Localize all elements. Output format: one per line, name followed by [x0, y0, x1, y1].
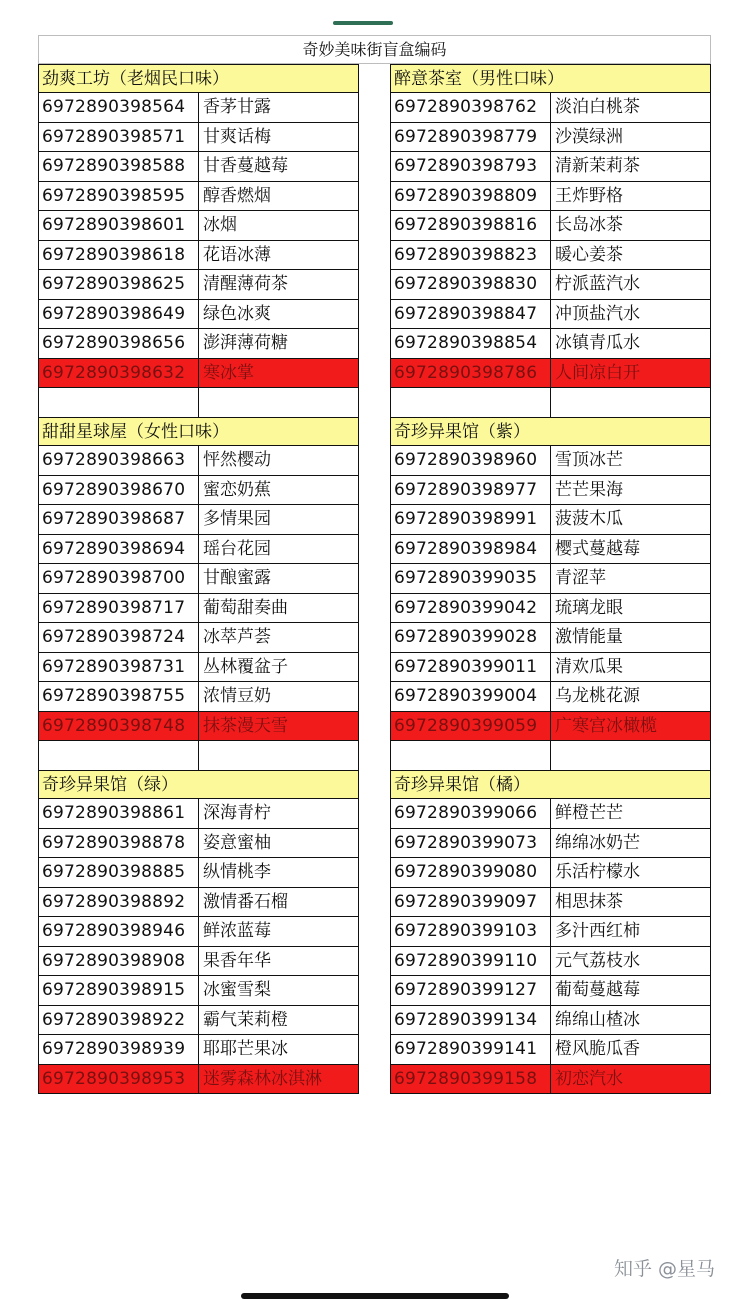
flavor-block [390, 64, 711, 418]
table-row [390, 123, 711, 153]
table-row [390, 888, 711, 918]
flavor-block [38, 64, 359, 418]
barcode-cell: 6972890398847 [391, 300, 551, 329]
flavor-name-cell: 鲜浓蓝莓 [203, 921, 271, 941]
barcode-cell: 6972890398786 [391, 359, 551, 388]
flavor-block [390, 417, 711, 771]
flavor-name-cell: 多汁西红柿 [555, 921, 640, 941]
flavor-name-cell: 霸气茉莉橙 [203, 1009, 288, 1030]
empty-row [38, 741, 359, 771]
table-row [38, 682, 359, 712]
empty-row [390, 388, 711, 418]
table-row [390, 858, 711, 888]
table-row [390, 300, 711, 330]
flavor-name-cell: 长岛冰茶 [555, 215, 623, 235]
barcode-cell: 6972890399028 [391, 623, 551, 652]
flavor-name-cell: 清欢瓜果 [555, 656, 623, 677]
barcode-cell: 6972890398885 [39, 858, 199, 887]
flavor-name-cell: 抹茶漫天雪 [203, 715, 288, 736]
table-row [38, 182, 359, 212]
table-row [38, 623, 359, 653]
flavor-name-cell: 多情果园 [203, 509, 271, 529]
flavor-name-cell: 广寒宫冰橄榄 [555, 715, 657, 736]
block-header: 奇珍异果馆（橘） [390, 770, 711, 799]
flavor-name-cell: 橙风脆瓜香 [555, 1039, 640, 1059]
flavor-name-cell: 绵绵冰奶芒 [555, 832, 640, 853]
table-row [390, 799, 711, 829]
table-row [390, 1006, 711, 1036]
flavor-name-cell: 耶耶芒果冰 [203, 1039, 288, 1059]
barcode-cell: 6972890398731 [39, 653, 199, 682]
block-header: 甜甜星球屋（女性口味） [38, 417, 359, 446]
empty-row [390, 741, 711, 771]
barcode-cell: 6972890398915 [39, 976, 199, 1005]
table-row-highlighted [38, 712, 359, 742]
code-table [38, 35, 711, 1095]
watermark: 知乎 @星马 [614, 1258, 716, 1280]
flavor-name-cell: 清醒薄荷茶 [203, 274, 288, 294]
empty-cell [39, 388, 199, 417]
table-row [390, 653, 711, 683]
table-row [38, 1035, 359, 1065]
barcode-cell: 6972890398670 [39, 476, 199, 505]
barcode-cell: 6972890398823 [391, 241, 551, 270]
barcode-cell: 6972890398793 [391, 152, 551, 181]
table-row [38, 976, 359, 1006]
table-row [38, 535, 359, 565]
flavor-block [38, 417, 359, 771]
flavor-name-cell: 甘爽话梅 [203, 126, 271, 147]
table-row [390, 829, 711, 859]
table-row [390, 682, 711, 712]
table-row [38, 917, 359, 947]
flavor-name-cell: 雪顶冰芒 [555, 450, 623, 470]
table-row-highlighted [390, 1065, 711, 1095]
barcode-cell: 6972890398717 [39, 594, 199, 623]
barcode-cell: 6972890398601 [39, 211, 199, 240]
top-handle-bar [333, 21, 393, 25]
barcode-cell: 6972890399097 [391, 888, 551, 917]
empty-cell [199, 741, 358, 770]
table-row [390, 211, 711, 241]
table-row [390, 1035, 711, 1065]
table-row [38, 152, 359, 182]
table-row [390, 976, 711, 1006]
block-header: 奇珍异果馆（紫） [390, 417, 711, 446]
barcode-cell: 6972890399004 [391, 682, 551, 711]
barcode-cell: 6972890398618 [39, 241, 199, 270]
flavor-name-cell: 迷雾森林冰淇淋 [203, 1068, 322, 1089]
table-row [38, 300, 359, 330]
flavor-name-cell: 丛林覆盆子 [203, 656, 288, 677]
barcode-cell: 6972890399059 [391, 712, 551, 741]
table-row [38, 446, 359, 476]
barcode-cell: 6972890398908 [39, 947, 199, 976]
flavor-name-cell: 芒芒果海 [555, 479, 623, 500]
empty-cell [391, 741, 551, 770]
table-row [390, 947, 711, 977]
flavor-block [390, 770, 711, 1094]
table-row [38, 947, 359, 977]
table-row [390, 446, 711, 476]
barcode-cell: 6972890398625 [39, 270, 199, 299]
table-row [390, 241, 711, 271]
table-row [390, 270, 711, 300]
barcode-cell: 6972890398816 [391, 211, 551, 240]
barcode-cell: 6972890398762 [391, 93, 551, 122]
barcode-cell: 6972890398748 [39, 712, 199, 741]
flavor-name-cell: 激情能量 [555, 627, 623, 647]
flavor-name-cell: 果香年华 [203, 950, 271, 971]
barcode-cell: 6972890399042 [391, 594, 551, 623]
barcode-cell: 6972890398861 [39, 799, 199, 828]
table-row [390, 505, 711, 535]
flavor-name-cell: 花语冰薄 [203, 244, 271, 265]
barcode-cell: 6972890398830 [391, 270, 551, 299]
barcode-cell: 6972890398779 [391, 123, 551, 152]
flavor-name-cell: 冰镇青瓜水 [555, 333, 640, 353]
table-row [38, 211, 359, 241]
flavor-name-cell: 人间凉白开 [555, 362, 640, 383]
empty-cell [551, 388, 710, 417]
table-row-highlighted [390, 712, 711, 742]
home-indicator [241, 1293, 509, 1299]
barcode-cell: 6972890398984 [391, 535, 551, 564]
barcode-cell: 6972890398755 [39, 682, 199, 711]
barcode-cell: 6972890399134 [391, 1006, 551, 1035]
barcode-cell: 6972890399035 [391, 564, 551, 593]
barcode-cell: 6972890399103 [391, 917, 551, 946]
flavor-name-cell: 纵情桃李 [203, 862, 271, 882]
barcode-cell: 6972890399073 [391, 829, 551, 858]
barcode-cell: 6972890398946 [39, 917, 199, 946]
flavor-name-cell: 激情番石榴 [203, 891, 288, 912]
flavor-name-cell: 鲜橙芒芒 [555, 803, 623, 823]
flavor-name-cell: 菠菠木瓜 [555, 509, 623, 529]
barcode-cell: 6972890398977 [391, 476, 551, 505]
flavor-name-cell: 柠派蓝汽水 [555, 274, 640, 294]
barcode-cell: 6972890398663 [39, 446, 199, 475]
table-row [38, 888, 359, 918]
flavor-name-cell: 清新茉莉茶 [555, 156, 640, 176]
flavor-name-cell: 乌龙桃花源 [555, 686, 640, 706]
flavor-name-cell: 醇香燃烟 [203, 185, 271, 206]
barcode-cell: 6972890399080 [391, 858, 551, 887]
table-row-highlighted [38, 1065, 359, 1095]
flavor-name-cell: 冲顶盐汽水 [555, 303, 640, 324]
barcode-cell: 6972890398564 [39, 93, 199, 122]
barcode-cell: 6972890398809 [391, 182, 551, 211]
empty-cell [39, 741, 199, 770]
barcode-cell: 6972890399066 [391, 799, 551, 828]
table-row-highlighted [38, 359, 359, 389]
flavor-block [38, 770, 359, 1094]
barcode-cell: 6972890398854 [391, 329, 551, 358]
flavor-name-cell: 暖心姜茶 [555, 244, 623, 265]
barcode-cell: 6972890398991 [391, 505, 551, 534]
table-title: 奇妙美味街盲盒编码 [38, 35, 711, 64]
table-row [390, 152, 711, 182]
table-row [38, 653, 359, 683]
barcode-cell: 6972890398588 [39, 152, 199, 181]
flavor-name-cell: 甘酿蜜露 [203, 568, 271, 588]
flavor-name-cell: 绵绵山楂冰 [555, 1009, 640, 1030]
table-row [390, 182, 711, 212]
table-row [390, 564, 711, 594]
table-row [390, 917, 711, 947]
table-row [38, 594, 359, 624]
table-row [390, 93, 711, 123]
block-header: 醉意茶室（男性口味） [390, 64, 711, 93]
flavor-name-cell: 王炸野格 [555, 185, 623, 206]
table-row [38, 93, 359, 123]
barcode-cell: 6972890399158 [391, 1065, 551, 1094]
table-row [38, 241, 359, 271]
flavor-name-cell: 寒冰掌 [203, 362, 254, 383]
flavor-name-cell: 青涩苹 [555, 568, 606, 588]
table-row [390, 623, 711, 653]
flavor-name-cell: 乐活柠檬水 [555, 862, 640, 882]
table-row [38, 799, 359, 829]
table-row [390, 476, 711, 506]
barcode-cell: 6972890399127 [391, 976, 551, 1005]
flavor-name-cell: 香茅甘露 [203, 97, 271, 117]
flavor-name-cell: 相思抹茶 [555, 891, 623, 912]
table-row [390, 594, 711, 624]
flavor-name-cell: 冰萃芦荟 [203, 627, 271, 647]
flavor-name-cell: 初恋汽水 [555, 1068, 623, 1089]
flavor-name-cell: 冰烟 [203, 215, 237, 235]
empty-row [38, 388, 359, 418]
flavor-name-cell: 甘香蔓越莓 [203, 156, 288, 176]
flavor-name-cell: 葡萄蔓越莓 [555, 980, 640, 1000]
barcode-cell: 6972890398700 [39, 564, 199, 593]
flavor-name-cell: 冰蜜雪梨 [203, 980, 271, 1000]
flavor-name-cell: 樱式蔓越莓 [555, 538, 640, 559]
flavor-name-cell: 葡萄甜奏曲 [203, 597, 288, 618]
barcode-cell: 6972890398960 [391, 446, 551, 475]
barcode-cell: 6972890398892 [39, 888, 199, 917]
flavor-name-cell: 绿色冰爽 [203, 303, 271, 324]
empty-cell [199, 388, 358, 417]
barcode-cell: 6972890399141 [391, 1035, 551, 1064]
flavor-name-cell: 浓情豆奶 [203, 686, 271, 706]
flavor-name-cell: 深海青柠 [203, 803, 271, 823]
flavor-name-cell: 淡泊白桃茶 [555, 97, 640, 117]
barcode-cell: 6972890398571 [39, 123, 199, 152]
table-row [38, 1006, 359, 1036]
barcode-cell: 6972890398922 [39, 1006, 199, 1035]
flavor-name-cell: 琉璃龙眼 [555, 597, 623, 618]
flavor-name-cell: 怦然樱动 [203, 450, 271, 470]
barcode-cell: 6972890398656 [39, 329, 199, 358]
table-row-highlighted [390, 359, 711, 389]
barcode-cell: 6972890398724 [39, 623, 199, 652]
table-row [38, 123, 359, 153]
block-header: 劲爽工坊（老烟民口味） [38, 64, 359, 93]
block-header: 奇珍异果馆（绿） [38, 770, 359, 799]
table-row [38, 564, 359, 594]
barcode-cell: 6972890398595 [39, 182, 199, 211]
flavor-name-cell: 澎湃薄荷糖 [203, 333, 288, 353]
table-row [38, 270, 359, 300]
table-row [38, 476, 359, 506]
barcode-cell: 6972890398878 [39, 829, 199, 858]
table-row [390, 329, 711, 359]
empty-cell [551, 741, 710, 770]
barcode-cell: 6972890398687 [39, 505, 199, 534]
barcode-cell: 6972890398939 [39, 1035, 199, 1064]
table-row [38, 505, 359, 535]
flavor-name-cell: 瑶台花园 [203, 538, 271, 559]
flavor-name-cell: 蜜恋奶蕉 [203, 479, 271, 500]
table-row [390, 535, 711, 565]
barcode-cell: 6972890398953 [39, 1065, 199, 1094]
empty-cell [391, 388, 551, 417]
barcode-cell: 6972890398632 [39, 359, 199, 388]
flavor-name-cell: 沙漠绿洲 [555, 126, 623, 147]
barcode-cell: 6972890399011 [391, 653, 551, 682]
flavor-name-cell: 元气荔枝水 [555, 950, 640, 971]
barcode-cell: 6972890398694 [39, 535, 199, 564]
barcode-cell: 6972890398649 [39, 300, 199, 329]
table-row [38, 858, 359, 888]
flavor-name-cell: 姿意蜜柚 [203, 832, 271, 853]
table-row [38, 829, 359, 859]
barcode-cell: 6972890399110 [391, 947, 551, 976]
table-row [38, 329, 359, 359]
